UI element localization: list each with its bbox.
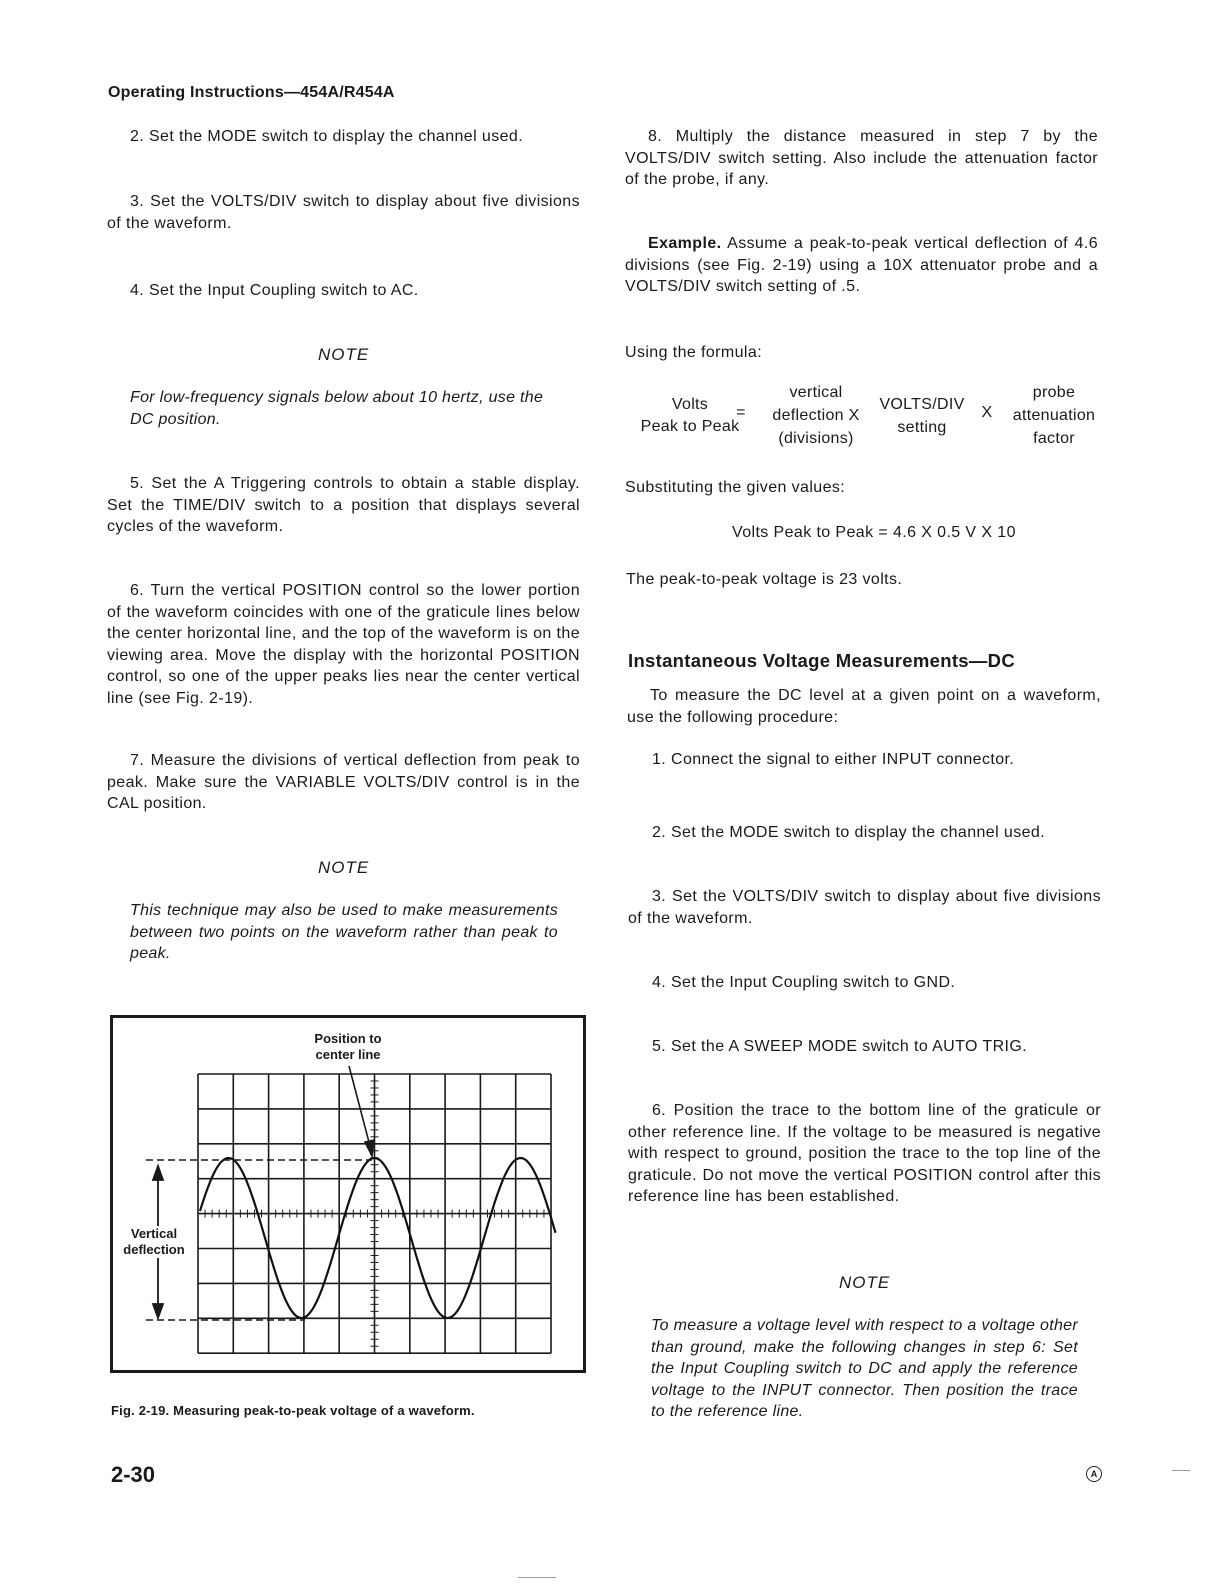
- formula-term2-line2: setting: [897, 419, 947, 436]
- formula-lhs-line1: Volts: [671, 396, 709, 413]
- substituting-text: Substituting the given values:: [625, 479, 846, 496]
- left-step-3: 3. Set the VOLTS/DIV switch to display about five divisions of the waveform.: [107, 193, 580, 232]
- scan-artifact: [518, 1577, 556, 1578]
- formula-term1-line1: vertical: [789, 384, 843, 401]
- left-step-6: 6. Turn the vertical POSITION control so the lower portion of the waveform coincides with one of the graticule lines below the center horizontal line, and the top of the waveform is on the viewing area. Move the display with the horizontal POSITION control, so one of the upper peaks lies near the center vertical line (see Fig. 2-19).: [107, 582, 580, 707]
- example-paragraph: [625, 233, 1098, 298]
- example-text: Assume a peak-to-peak vertical deflection of 4.6 divisions (see Fig. 2-19) using a 10X attenuator probe and a VOLTS/DIV switch setting of .5.: [625, 235, 1098, 295]
- section-heading: Instantaneous Voltage Measurements—DC: [628, 650, 1016, 671]
- example-label: Example.: [648, 235, 722, 252]
- note-1-body: For low-frequency signals below about 10 hertz, use the DC position.: [130, 389, 544, 428]
- formula-lhs-line2: Peak to Peak: [640, 418, 740, 435]
- formula-term-deflection: [760, 381, 872, 450]
- right-step-8: 8. Multiply the distance measured in step 7 by the VOLTS/DIV switch setting. Also include the attenuation factor of the probe, if any.: [625, 128, 1098, 188]
- left-step-7: 7. Measure the divisions of vertical deflection from peak to peak. Make sure the VARIABLE VOLTS/DIV control is in the CAL position.: [107, 752, 580, 812]
- right-step-3: 3. Set the VOLTS/DIV switch to display about five divisions of the waveform.: [628, 888, 1101, 927]
- deflection-arrowhead-down: [153, 1304, 163, 1318]
- formula-term3-line1: probe: [1032, 384, 1076, 401]
- revision-mark: A: [1086, 1466, 1102, 1482]
- right-step-6: 6. Position the trace to the bottom line of the graticule or other reference line. If the voltage to be measured is negative with respect to ground, position the trace to the top line of the graticule. Do not move the vertical POSITION control after this reference line has been established.: [628, 1102, 1101, 1205]
- note-3-title: NOTE: [839, 1273, 891, 1292]
- formula-equals: =: [736, 404, 746, 421]
- section-intro: To measure the DC level at a given point on a waveform, use the following procedure:: [627, 687, 1101, 726]
- formula-term-probe: [1002, 381, 1106, 450]
- formula-term3-line3: factor: [1033, 430, 1075, 447]
- formula-term-volts-div: [866, 393, 978, 439]
- left-step-5: 5. Set the A Triggering controls to obtain a stable display. Set the TIME/DIV switch to a position that displays several cycles of the waveform.: [107, 475, 580, 535]
- right-step-1: 1. Connect the signal to either INPUT connector.: [652, 751, 1015, 768]
- formula-times: X: [981, 404, 993, 421]
- right-step-5: 5. Set the A SWEEP MODE switch to AUTO TRIG.: [652, 1038, 1028, 1055]
- scan-artifact: [1172, 1470, 1190, 1471]
- figure-label-position-line1: Position to: [314, 1031, 382, 1046]
- figure-label-vertical-line1: Vertical: [130, 1226, 178, 1241]
- formula-term3-line2: attenuation: [1012, 407, 1096, 424]
- note-2-title: NOTE: [318, 858, 370, 877]
- figure-caption: Fig. 2-19. Measuring peak-to-peak voltage of a waveform.: [111, 1403, 475, 1418]
- page-number: 2-30: [111, 1462, 156, 1487]
- note-3-body: To measure a voltage level with respect to a voltage other than ground, make the following changes in step 6: Set the Input Coupling switch to DC and apply the reference voltage to the INPUT connector. Then position the trace to the reference line.: [651, 1317, 1078, 1420]
- left-step-2: 2. Set the MODE switch to display the channel used.: [130, 128, 524, 145]
- running-header: Operating Instructions—454A/R454A: [108, 84, 395, 101]
- formula-term1-line3: (divisions): [778, 430, 854, 447]
- using-formula-text: Using the formula:: [625, 344, 763, 361]
- formula-term2-line1: VOLTS/DIV: [879, 396, 965, 413]
- position-pointer-head: [365, 1140, 374, 1156]
- note-2-body: This technique may also be used to make measurements between two points on the waveform rather than peak to peak.: [130, 902, 558, 962]
- position-pointer-line: [349, 1066, 370, 1146]
- position-pointer-arrow: [349, 1066, 374, 1156]
- vertical-deflection-arrow: [153, 1166, 163, 1318]
- deflection-arrowhead-up: [153, 1166, 163, 1180]
- result-text: The peak-to-peak voltage is 23 volts.: [626, 571, 903, 588]
- formula-term1-line2: deflection X: [772, 407, 860, 424]
- sine-waveform: [200, 1158, 556, 1318]
- right-step-2: 2. Set the MODE switch to display the channel used.: [652, 824, 1046, 841]
- substituted-formula: Volts Peak to Peak = 4.6 X 0.5 V X 10: [732, 524, 1016, 541]
- left-step-4: 4. Set the Input Coupling switch to AC.: [130, 282, 419, 299]
- right-step-4: 4. Set the Input Coupling switch to GND.: [652, 974, 956, 991]
- note-1-title: NOTE: [318, 345, 370, 364]
- figure-label-vertical-line2: deflection: [123, 1241, 185, 1257]
- figure-label-position-line2: center line: [315, 1046, 381, 1062]
